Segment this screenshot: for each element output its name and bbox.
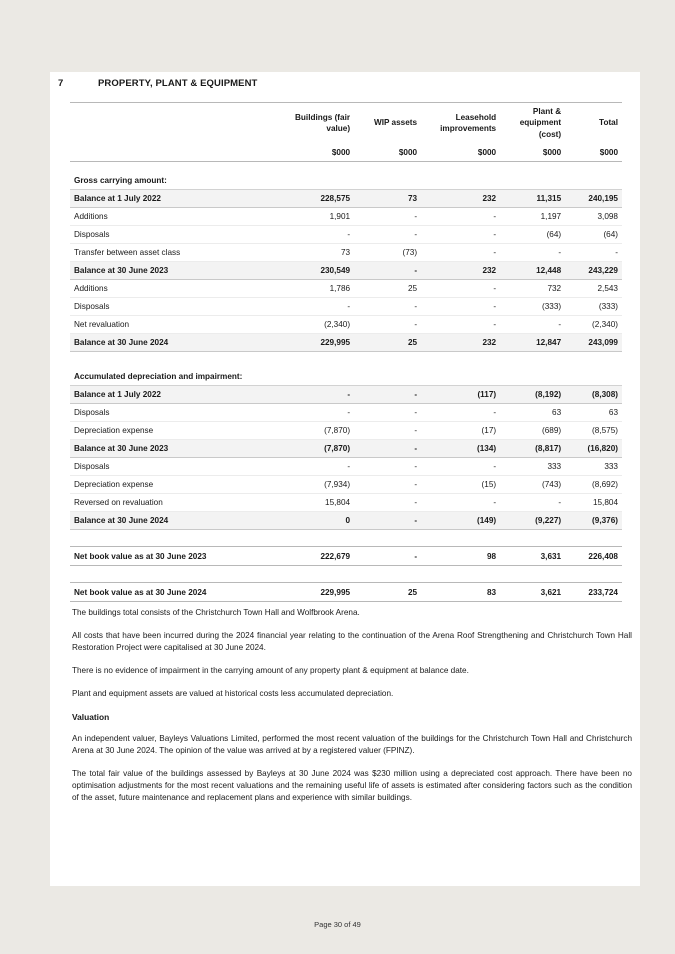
row-label: Net revaluation <box>70 316 286 334</box>
row-label: Additions <box>70 208 286 226</box>
cell-value <box>354 566 421 583</box>
cell-value: 232 <box>421 334 500 352</box>
ppe-table <box>70 102 622 602</box>
cell-value: 1,197 <box>500 208 565 226</box>
spacer-row <box>70 530 622 547</box>
cell-value <box>565 530 622 547</box>
cell-value <box>354 162 421 173</box>
cell-value: (15) <box>421 476 500 494</box>
cell-value: - <box>354 440 421 458</box>
cell-value: - <box>354 422 421 440</box>
cell-value: - <box>421 208 500 226</box>
cell-value: 15,804 <box>565 494 622 512</box>
cell-value <box>286 368 355 386</box>
row-label: Additions <box>70 280 286 298</box>
row-label <box>70 530 286 547</box>
cell-value: 732 <box>500 280 565 298</box>
row-label: Transfer between asset class <box>70 244 286 262</box>
cell-value: (689) <box>500 422 565 440</box>
spacer-row <box>70 566 622 583</box>
cell-value: $000 <box>421 143 500 162</box>
cell-value: 12,448 <box>500 262 565 280</box>
cell-value: - <box>354 494 421 512</box>
valuation-heading: Valuation <box>72 712 110 722</box>
cell-value: - <box>421 244 500 262</box>
cell-value: - <box>354 404 421 422</box>
section-heading-row <box>70 172 622 190</box>
row-label: Disposals <box>70 458 286 476</box>
balance-row <box>70 512 622 530</box>
column-header-row <box>70 103 622 144</box>
cell-value <box>500 368 565 386</box>
cell-value: (333) <box>500 298 565 316</box>
table-row <box>70 244 622 262</box>
table-row <box>70 422 622 440</box>
cell-value: 243,099 <box>565 334 622 352</box>
table-row <box>70 298 622 316</box>
cell-value: (64) <box>565 226 622 244</box>
cell-value <box>565 368 622 386</box>
cell-value: - <box>286 404 355 422</box>
cell-value: (7,870) <box>286 422 355 440</box>
cell-value: 3,621 <box>500 583 565 602</box>
cell-value <box>286 566 355 583</box>
cell-value: 222,679 <box>286 547 355 566</box>
cell-value: (7,934) <box>286 476 355 494</box>
cell-value: 232 <box>421 262 500 280</box>
cell-value: 98 <box>421 547 500 566</box>
column-header-buildings: Buildings (fair value) <box>286 103 355 144</box>
spacer-row <box>70 162 622 173</box>
cell-value: (8,575) <box>565 422 622 440</box>
row-label: Disposals <box>70 298 286 316</box>
cell-value: 229,995 <box>286 583 355 602</box>
balance-row <box>70 334 622 352</box>
row-label <box>70 143 286 162</box>
cell-value: (117) <box>421 386 500 404</box>
cell-value <box>421 530 500 547</box>
table-row <box>70 404 622 422</box>
cell-value: - <box>500 316 565 334</box>
cell-value <box>500 566 565 583</box>
cell-value: 73 <box>286 244 355 262</box>
row-label: Accumulated depreciation and impairment: <box>70 368 286 386</box>
cell-value: 25 <box>354 334 421 352</box>
cell-value: (16,820) <box>565 440 622 458</box>
column-header-total: Total <box>565 103 622 144</box>
cell-value: (8,192) <box>500 386 565 404</box>
cell-value <box>421 566 500 583</box>
cell-value: 333 <box>500 458 565 476</box>
cell-value: - <box>286 458 355 476</box>
cell-value: 333 <box>565 458 622 476</box>
cell-value: 73 <box>354 190 421 208</box>
cell-value: - <box>421 280 500 298</box>
row-label: Depreciation expense <box>70 422 286 440</box>
column-header-wip: WIP assets <box>354 103 421 144</box>
cell-value: $000 <box>354 143 421 162</box>
cell-value: - <box>421 298 500 316</box>
balance-row <box>70 386 622 404</box>
cell-value: 12,847 <box>500 334 565 352</box>
table-row <box>70 476 622 494</box>
cell-value: (8,817) <box>500 440 565 458</box>
cell-value: - <box>286 298 355 316</box>
cell-value <box>286 352 355 369</box>
cell-value: - <box>354 298 421 316</box>
cell-value: - <box>354 547 421 566</box>
row-label: Balance at 30 June 2024 <box>70 512 286 530</box>
cell-value: (64) <box>500 226 565 244</box>
cell-value: - <box>354 316 421 334</box>
cell-value: - <box>286 226 355 244</box>
cell-value <box>421 352 500 369</box>
paragraph: All costs that have been incurred during the 2024 financial year relating to the continuation of the Arena Roof Strengthening and Christchurch Town Hall Restoration Project were capitalised at 30 June 2024. <box>72 631 632 652</box>
page-footer: Page 30 of 49 <box>314 920 361 929</box>
row-label <box>70 162 286 173</box>
cell-value: (7,870) <box>286 440 355 458</box>
cell-value: 0 <box>286 512 355 530</box>
cell-value: 25 <box>354 280 421 298</box>
cell-value: (17) <box>421 422 500 440</box>
cell-value: (134) <box>421 440 500 458</box>
row-label: Balance at 1 July 2022 <box>70 386 286 404</box>
cell-value: - <box>421 458 500 476</box>
cell-value: - <box>354 386 421 404</box>
cell-value: (149) <box>421 512 500 530</box>
row-label: Balance at 30 June 2023 <box>70 262 286 280</box>
cell-value: 63 <box>565 404 622 422</box>
cell-value <box>421 162 500 173</box>
cell-value: - <box>354 262 421 280</box>
paragraph: Plant and equipment assets are valued at historical costs less accumulated depreciation. <box>72 689 394 698</box>
cell-value: - <box>286 386 355 404</box>
cell-value: - <box>354 208 421 226</box>
row-label: Depreciation expense <box>70 476 286 494</box>
row-label: Net book value as at 30 June 2024 <box>70 583 286 602</box>
row-label: Balance at 1 July 2022 <box>70 190 286 208</box>
cell-value: (9,376) <box>565 512 622 530</box>
cell-value <box>421 172 500 190</box>
spacer-row <box>70 352 622 369</box>
cell-value: - <box>421 494 500 512</box>
cell-value: - <box>565 244 622 262</box>
cell-value <box>354 172 421 190</box>
row-label: Balance at 30 June 2024 <box>70 334 286 352</box>
row-label <box>70 566 286 583</box>
cell-value <box>565 172 622 190</box>
cell-value: 3,631 <box>500 547 565 566</box>
row-label: Disposals <box>70 226 286 244</box>
row-label: Reversed on revaluation <box>70 494 286 512</box>
nbv-row-2024 <box>70 583 622 602</box>
cell-value: $000 <box>286 143 355 162</box>
notes-text <box>72 607 632 815</box>
balance-row <box>70 190 622 208</box>
table-row <box>70 458 622 476</box>
table-row <box>70 280 622 298</box>
cell-value <box>500 530 565 547</box>
table-row <box>70 208 622 226</box>
cell-value <box>286 530 355 547</box>
cell-value <box>354 352 421 369</box>
cell-value: 240,195 <box>565 190 622 208</box>
cell-value: 230,549 <box>286 262 355 280</box>
cell-value <box>500 352 565 369</box>
cell-value: - <box>354 226 421 244</box>
cell-value <box>354 530 421 547</box>
cell-value: - <box>354 476 421 494</box>
cell-value: 232 <box>421 190 500 208</box>
cell-value: 243,229 <box>565 262 622 280</box>
paragraph: An independent valuer, Bayleys Valuations Limited, performed the most recent valuation of the buildings for the Christchurch Town Hall and Christchurch Arena at 30 June 2024. The opinion of the value was arrived at by a registered valuer (FPINZ). <box>72 734 632 755</box>
cell-value: (9,227) <box>500 512 565 530</box>
cell-value: - <box>421 316 500 334</box>
cell-value: 63 <box>500 404 565 422</box>
column-header-blank <box>70 103 286 144</box>
cell-value: - <box>500 244 565 262</box>
cell-value: 25 <box>354 583 421 602</box>
cell-value: 1,901 <box>286 208 355 226</box>
cell-value: - <box>354 512 421 530</box>
cell-value: 229,995 <box>286 334 355 352</box>
cell-value: 83 <box>421 583 500 602</box>
cell-value: 11,315 <box>500 190 565 208</box>
cell-value: (8,308) <box>565 386 622 404</box>
cell-value <box>421 368 500 386</box>
cell-value: 1,786 <box>286 280 355 298</box>
cell-value: 228,575 <box>286 190 355 208</box>
paragraph: The total fair value of the buildings assessed by Bayleys at 30 June 2024 was $230 million using a depreciated cost approach. There have been no optimisation adjustments for the most recent valuations and the remaining useful life of assets is estimated after considering factors such as the condition of the asset, future maintenance and replacement plans and experience with similar buildings. <box>72 769 632 802</box>
section-heading-row <box>70 368 622 386</box>
cell-value: (2,340) <box>565 316 622 334</box>
balance-row <box>70 440 622 458</box>
table-row <box>70 494 622 512</box>
units-row <box>70 143 622 162</box>
row-label: Disposals <box>70 404 286 422</box>
cell-value: (333) <box>565 298 622 316</box>
balance-row <box>70 262 622 280</box>
row-label: Net book value as at 30 June 2023 <box>70 547 286 566</box>
paragraph: There is no evidence of impairment in the carrying amount of any property plant & equipment at balance date. <box>72 666 469 675</box>
cell-value: $000 <box>565 143 622 162</box>
row-label <box>70 352 286 369</box>
cell-value: (2,340) <box>286 316 355 334</box>
cell-value: - <box>354 458 421 476</box>
cell-value: 2,543 <box>565 280 622 298</box>
cell-value <box>565 566 622 583</box>
cell-value: 226,408 <box>565 547 622 566</box>
table-row <box>70 226 622 244</box>
nbv-row-2023 <box>70 547 622 566</box>
cell-value: 3,098 <box>565 208 622 226</box>
cell-value: $000 <box>500 143 565 162</box>
note-number: 7 <box>58 78 64 89</box>
paragraph: The buildings total consists of the Christchurch Town Hall and Wolfbrook Arena. <box>72 608 360 617</box>
cell-value <box>565 162 622 173</box>
cell-value: 15,804 <box>286 494 355 512</box>
table-row <box>70 316 622 334</box>
cell-value <box>286 162 355 173</box>
cell-value: (8,692) <box>565 476 622 494</box>
cell-value: - <box>500 494 565 512</box>
cell-value <box>565 352 622 369</box>
row-label: Balance at 30 June 2023 <box>70 440 286 458</box>
column-header-leasehold: Leasehold improvements <box>421 103 500 144</box>
cell-value <box>500 172 565 190</box>
cell-value: - <box>421 404 500 422</box>
note-heading <box>58 78 257 89</box>
cell-value: (743) <box>500 476 565 494</box>
row-label: Gross carrying amount: <box>70 172 286 190</box>
cell-value: 233,724 <box>565 583 622 602</box>
column-header-plant: Plant & equipment (cost) <box>500 103 565 144</box>
cell-value <box>354 368 421 386</box>
note-title: PROPERTY, PLANT & EQUIPMENT <box>98 78 258 89</box>
cell-value <box>500 162 565 173</box>
cell-value: - <box>421 226 500 244</box>
cell-value: (73) <box>354 244 421 262</box>
cell-value <box>286 172 355 190</box>
